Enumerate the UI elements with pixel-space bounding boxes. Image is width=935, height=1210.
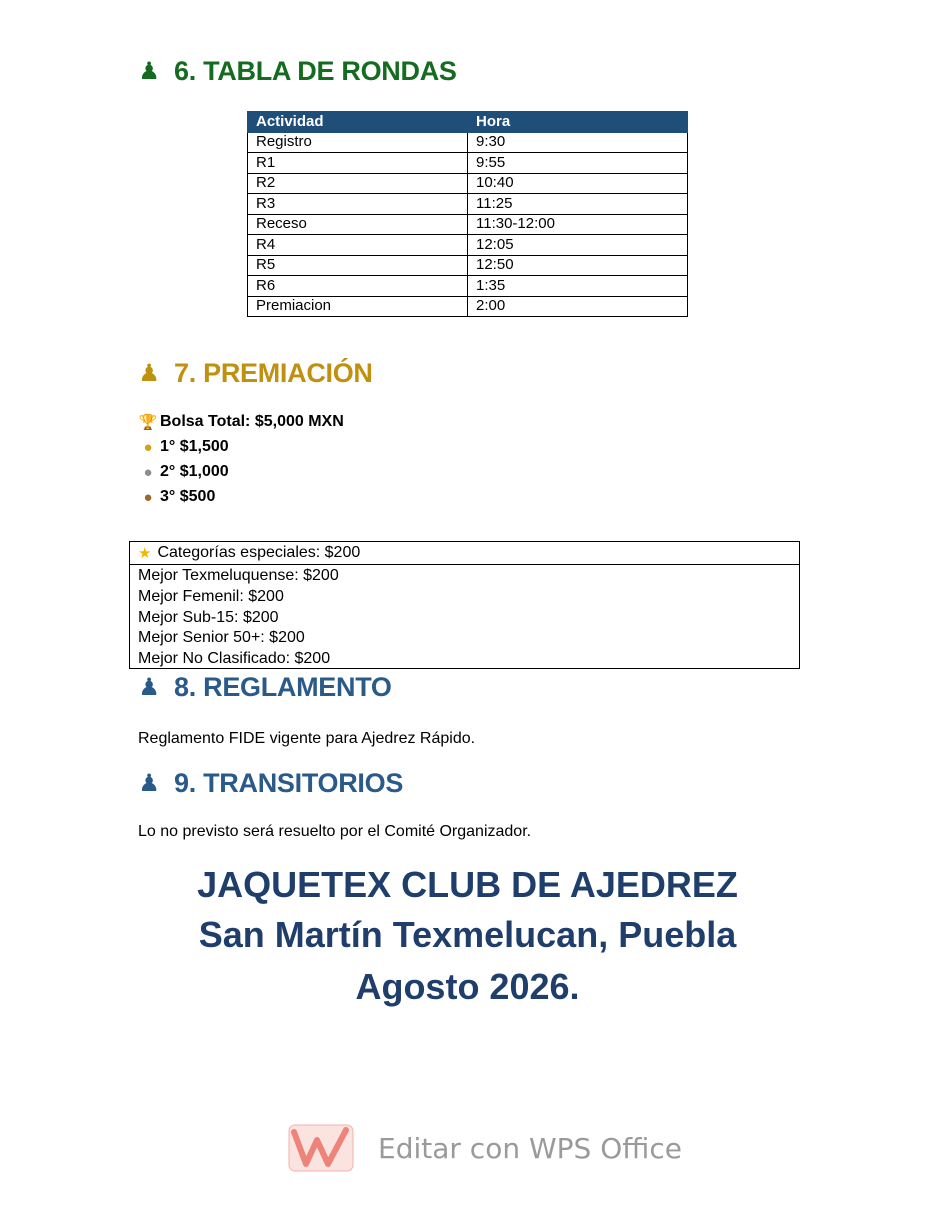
prize-total <box>138 413 344 431</box>
column-header: Hora <box>468 112 688 133</box>
table-cell: Premiacion <box>248 296 468 317</box>
table-row <box>248 255 688 276</box>
transitory-text: Lo no previsto será resuelto por el Comité Organizador. <box>138 823 532 840</box>
table-row <box>248 132 688 153</box>
chess-pawn-icon: ♟ <box>138 360 160 387</box>
star-icon: ★ <box>138 545 152 562</box>
closing-date: Agosto 2026. <box>355 966 580 1007</box>
bronze-medal-icon: ● <box>143 488 153 506</box>
table-row <box>248 194 688 215</box>
wps-watermark <box>288 1124 682 1172</box>
closing-location: San Martín Texmelucan, Puebla <box>198 914 737 955</box>
section-title: 6. TABLA DE RONDAS <box>174 56 457 86</box>
chess-pawn-icon: ♟ <box>138 674 160 701</box>
table-cell: 10:40 <box>468 173 688 194</box>
table-cell: R5 <box>248 255 468 276</box>
section-heading-prizes <box>136 358 373 389</box>
table-cell: R6 <box>248 276 468 297</box>
section-title: 9. TRANSITORIOS <box>174 768 404 798</box>
prize-first <box>138 438 229 456</box>
table-cell: 9:55 <box>468 153 688 174</box>
table-cell: 11:25 <box>468 194 688 215</box>
closing-club-name: JAQUETEX CLUB DE AJEDREZ <box>197 864 738 905</box>
trophy-icon: 🏆 <box>138 414 158 431</box>
section-title: 8. REGLAMENTO <box>174 672 392 702</box>
prize-third <box>138 488 215 506</box>
table-row <box>248 173 688 194</box>
table-cell: R2 <box>248 173 468 194</box>
section-heading-rounds <box>136 56 457 87</box>
table-header-row <box>248 112 688 133</box>
table-row <box>248 214 688 235</box>
special-categories-list <box>130 565 799 670</box>
table-cell: Registro <box>248 132 468 153</box>
table-row <box>248 235 688 256</box>
table-cell: 12:05 <box>468 235 688 256</box>
section-title: 7. PREMIACIÓN <box>174 358 373 388</box>
table-cell: 2:00 <box>468 296 688 317</box>
prize-second <box>138 463 229 481</box>
list-item: Mejor Texmeluquense: $200 <box>138 567 339 584</box>
wps-logo-icon <box>288 1124 354 1172</box>
list-item: Mejor No Clasificado: $200 <box>138 650 331 668</box>
special-categories-title: Categorías especiales: $200 <box>157 544 361 561</box>
special-categories-box <box>129 541 800 669</box>
prize-second-text: 2° $1,000 <box>160 463 229 480</box>
table-row <box>248 276 688 297</box>
list-item: Mejor Sub-15: $200 <box>138 608 279 626</box>
table-cell: 9:30 <box>468 132 688 153</box>
silver-medal-icon: ● <box>143 463 153 481</box>
table-cell: 1:35 <box>468 276 688 297</box>
watermark-text: Editar con WPS Office <box>378 1131 682 1165</box>
gold-medal-icon: ● <box>143 438 153 456</box>
rules-text: Reglamento FIDE vigente para Ajedrez Rápido. <box>138 730 476 747</box>
table-cell: 11:30-12:00 <box>468 214 688 235</box>
table-cell: Receso <box>248 214 468 235</box>
prize-total-text: Bolsa Total: $5,000 MXN <box>160 413 344 430</box>
section-heading-rules <box>136 672 392 703</box>
chess-pawn-icon: ♟ <box>138 770 160 797</box>
table-cell: R1 <box>248 153 468 174</box>
table-cell: 12:50 <box>468 255 688 276</box>
prize-first-text: 1° $1,500 <box>160 438 229 455</box>
chess-pawn-icon: ♟ <box>138 58 160 85</box>
table-cell: R3 <box>248 194 468 215</box>
table-row <box>248 153 688 174</box>
special-categories-header <box>130 542 799 565</box>
table-cell: R4 <box>248 235 468 256</box>
rounds-table <box>247 111 688 317</box>
table-row <box>248 296 688 317</box>
list-item: Mejor Femenil: $200 <box>138 587 284 605</box>
column-header: Actividad <box>248 112 468 133</box>
prize-third-text: 3° $500 <box>160 488 216 505</box>
section-heading-transitory <box>136 768 403 799</box>
list-item: Mejor Senior 50+: $200 <box>138 629 305 647</box>
